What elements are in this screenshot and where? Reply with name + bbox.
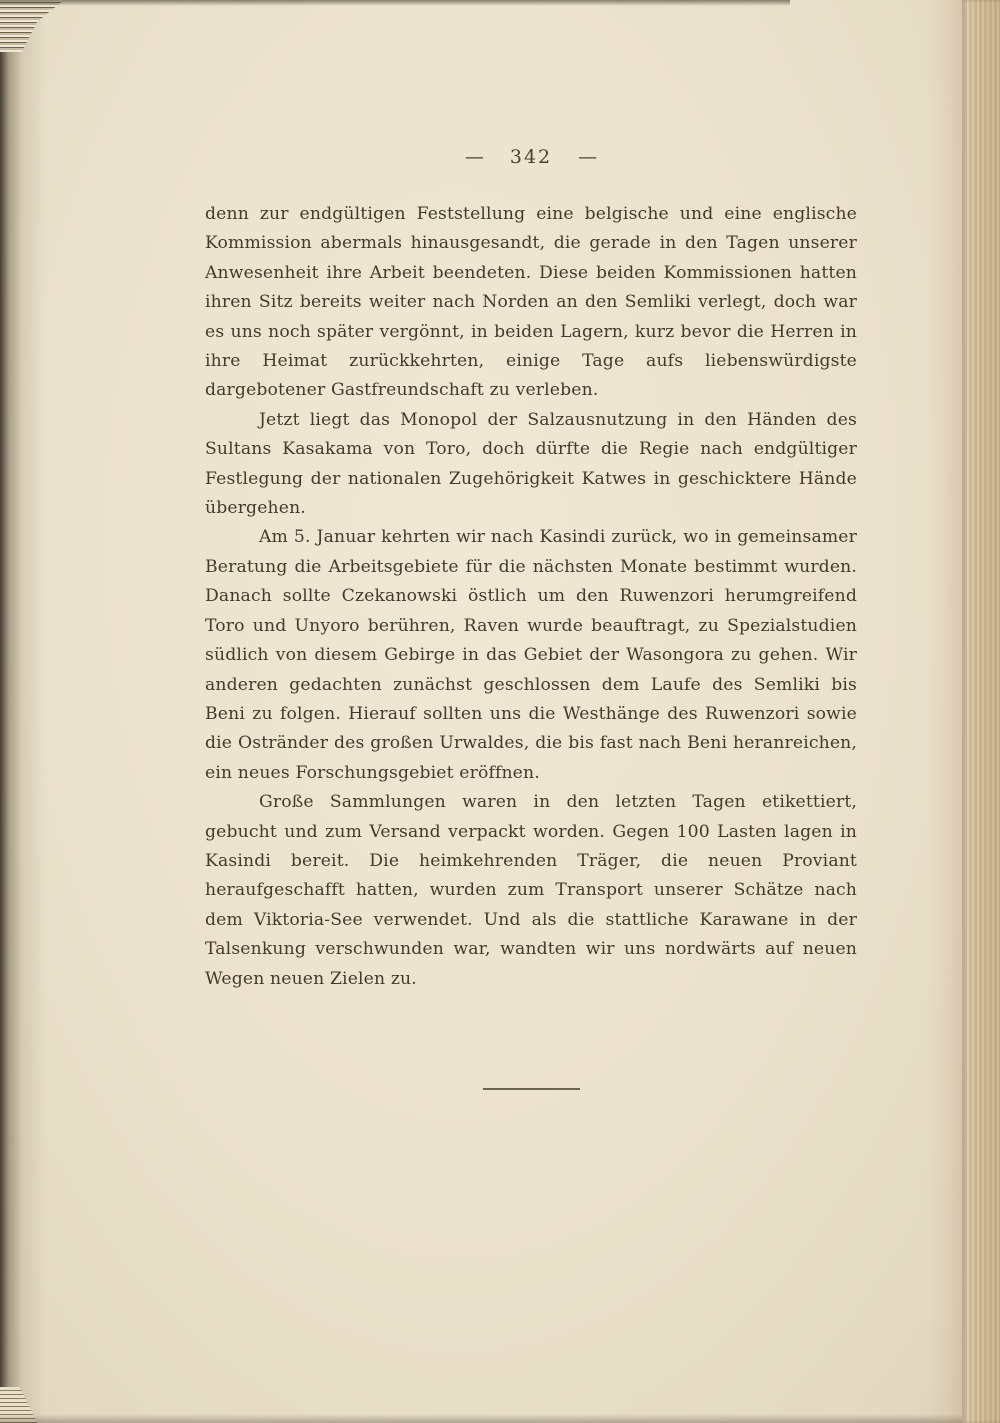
left-binding-edge bbox=[0, 0, 46, 1423]
paragraph-3: Am 5. Januar kehrten wir nach Kasindi zurück, wo in gemeinsamer Beratung die Arbeitsgebiete für die nächsten Monate bestimmt wurden. Danach sollte Czekanowski östlich um den Ruwenzori herumgreifend Toro und Unyoro berühren, Raven wurde beauftragt, zu Spezialstudien südlich von diesem Gebirge in das Gebiet der Wasongora zu gehen. Wir anderen gedachten zunächst geschlossen dem Laufe des Semliki bis Beni zu folgen. Hierauf sollten uns die Westhänge des Ruwenzori sowie die Ostränder des großen Urwaldes, die bis fast nach Beni heranreichen, ein neues Forschungsgebiet eröffnen. bbox=[205, 527, 857, 783]
top-scan-edge bbox=[0, 0, 790, 6]
page-number-right-dash: — bbox=[578, 146, 598, 168]
right-page-edges bbox=[962, 0, 1000, 1423]
paragraph-1: denn zur endgültigen Feststellung eine belgische und eine englische Kommission abermals hinausgesandt, die gerade in den Tagen unserer Anwesenheit ihre Arbeit beendeten. Diese beiden Kommissionen hatten ihren Sitz bereits weiter nach Norden an den Semliki verlegt, doch war es uns noch später vergönnt, in beiden Lagern, kurz bevor die Herren in ihre Heimat zurückkehrten, einige Tage aufs liebenswürdigste dargebotener Gastfreundschaft zu verleben. bbox=[205, 204, 857, 401]
section-divider bbox=[483, 1088, 580, 1090]
paragraph-4: Große Sammlungen waren in den letzten Tagen etikettiert, gebucht und zum Versand verpackt worden. Gegen 100 Lasten lagen in Kasindi bereit. Die heimkehrenden Träger, die neuen Proviant heraufgeschafft hatten, wurden zum Transport unserer Schätze nach dem Viktoria-See verwendet. Und als die stattliche Karawane in der Talsenkung verschwunden war, wandten wir uns nordwärts auf neuen Wegen neuen Zielen zu. bbox=[205, 792, 857, 989]
page-header bbox=[205, 146, 857, 168]
page-number-left-dash: — bbox=[464, 146, 484, 168]
bottom-scan-edge bbox=[0, 1414, 1000, 1423]
body-text bbox=[205, 200, 857, 994]
page-number: 342 bbox=[509, 146, 553, 168]
printed-text-block bbox=[205, 146, 857, 1090]
paragraph-2: Jetzt liegt das Monopol der Salzausnutzung in den Händen des Sultans Kasakama von Toro, doch dürfte die Regie nach endgültiger Festlegung der nationalen Zugehörigkeit Katwes in geschicktere Hände übergehen. bbox=[205, 409, 857, 519]
right-page-curve-shadow bbox=[926, 0, 964, 1423]
